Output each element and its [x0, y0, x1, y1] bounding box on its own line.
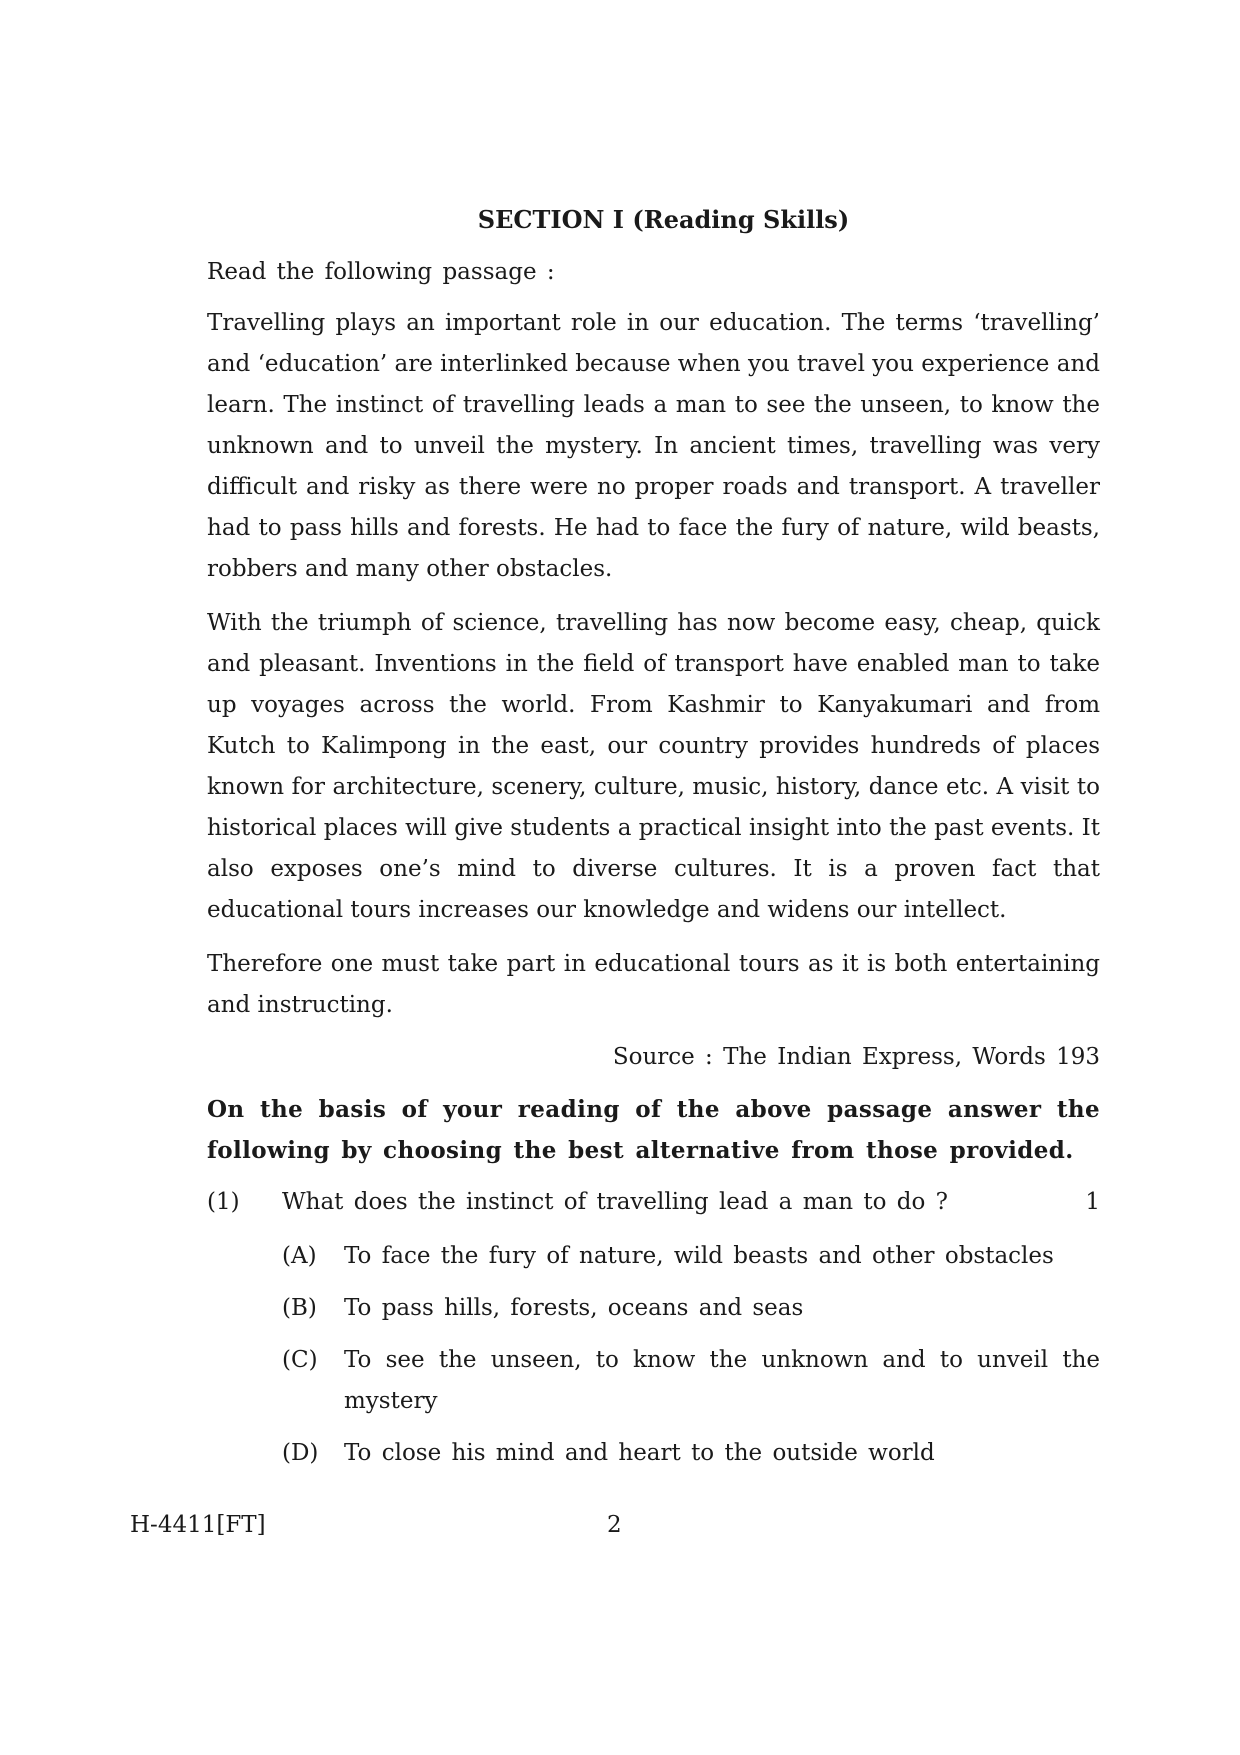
option-d [207, 1433, 1100, 1474]
option-text: To see the unseen, to know the unknown and to unveil the mystery [344, 1347, 1100, 1414]
option-b [207, 1288, 1100, 1329]
paper-code: H-4411[FT] [130, 1512, 266, 1538]
question-text: What does the instinct of travelling lead a man to do ? [282, 1189, 948, 1215]
option-label: (C) [282, 1347, 318, 1373]
option-a [207, 1236, 1100, 1277]
question-marks: 1 [1085, 1189, 1100, 1215]
passage-source: Source : The Indian Express, Words 193 [612, 1044, 1100, 1070]
option-text: To face the fury of nature, wild beasts and other obstacles [344, 1243, 1054, 1269]
option-text: To pass hills, forests, oceans and seas [344, 1295, 804, 1321]
option-label: (A) [282, 1243, 317, 1269]
page-content [207, 202, 1100, 1485]
question-1 [207, 1184, 1100, 1220]
option-text: To close his mind and heart to the outside world [344, 1440, 935, 1466]
passage-intro: Read the following passage : [207, 259, 555, 285]
option-c [207, 1340, 1100, 1422]
passage-paragraph-3: Therefore one must take part in educational tours as it is both entertaining and instructing. [207, 951, 1100, 1018]
passage-paragraph-2: With the triumph of science, travelling has now become easy, cheap, quick and pleasant. Inventions in the field of transport have enabled man to take up voyages across the world. From Kashmir to Kanyakumari and from Kutch to Kalimpong in the east, our country provides hundreds of places known for architecture, scenery, culture, music, history, dance etc. A visit to historical places will give students a practical insight into the past events. It also exposes one’s mind to diverse cultures. It is a proven fact that educational tours increases our knowledge and widens our intellect. [207, 610, 1100, 923]
question-instruction: On the basis of your reading of the above passage answer the following by choosing the best alternative from those provided. [207, 1096, 1100, 1164]
section-title: SECTION I (Reading Skills) [477, 205, 850, 234]
page-number: 2 [607, 1512, 622, 1538]
option-label: (B) [282, 1295, 317, 1321]
question-number: (1) [207, 1189, 240, 1215]
option-label: (D) [282, 1440, 319, 1466]
passage-paragraph-1: Travelling plays an important role in our education. The terms ‘travelling’ and ‘education’ are interlinked because when you travel you experience and learn. The instinct of travelling leads a man to see the unseen, to know the unknown and to unveil the mystery. In ancient times, travelling was very difficult and risky as there were no proper roads and transport. A traveller had to pass hills and forests. He had to face the fury of nature, wild beasts, robbers and many other obstacles. [207, 310, 1100, 582]
